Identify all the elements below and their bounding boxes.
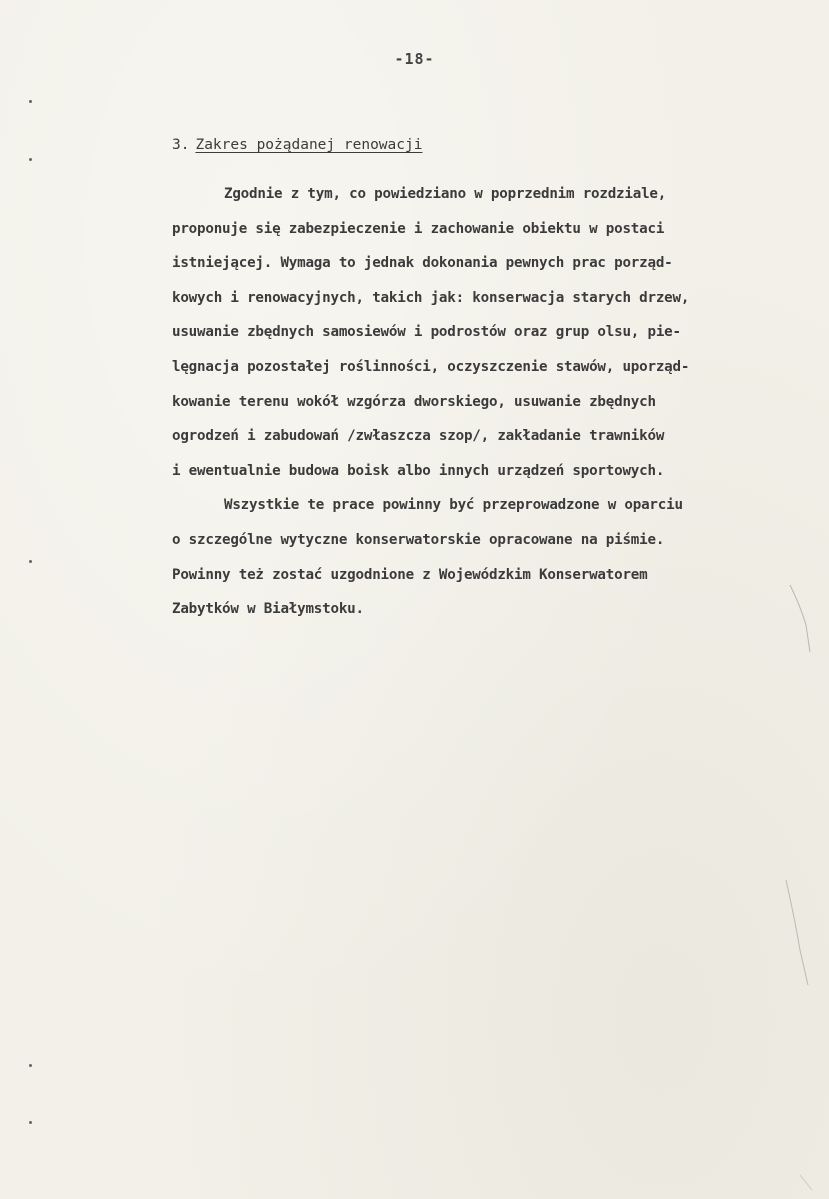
line: ogrodzeń i zabudowań /zwłaszcza szop/, zakładanie trawników [172, 428, 665, 445]
line: Wszystkie te prace powinny być przeprowadzone w oparciu [224, 497, 683, 514]
line: Zabytków w Białymstoku. [172, 601, 364, 618]
margin-speck [29, 1121, 32, 1124]
section-heading [172, 137, 422, 153]
line: Powinny też zostać uzgodnione z Wojewódzkim Konserwatorem [172, 566, 648, 583]
section-title: Zakres pożądanej renowacji [195, 137, 423, 153]
line: Zgodnie z tym, co powiedziano w poprzednim rozdziale, [224, 186, 667, 202]
margin-speck [29, 158, 32, 161]
line: lęgnacja pozostałej roślinności, oczyszczenie stawów, uporząd- [172, 358, 690, 375]
section-number: 3. [172, 137, 190, 153]
line: o szczególne wytyczne konserwatorskie opracowane na piśmie. [172, 531, 665, 548]
line: istniejącej. Wymaga to jednak dokonania pewnych prac porząd- [172, 255, 673, 272]
line: kowanie terenu wokół wzgórza dworskiego, usuwanie zbędnych [172, 393, 656, 410]
line: kowych i renowacyjnych, takich jak: konserwacja starych drzew, [172, 289, 690, 306]
body-text [172, 177, 812, 627]
margin-speck [29, 560, 32, 563]
margin-speck [29, 1064, 32, 1067]
line: i ewentualnie budowa boisk albo innych urządzeń sportowych. [172, 462, 665, 479]
page-number: -18- [394, 50, 435, 68]
line: proponuje się zabezpieczenie i zachowanie obiektu w postaci [172, 220, 665, 237]
margin-speck [29, 100, 32, 103]
line: usuwanie zbędnych samosiewów i podrostów oraz grup olsu, pie- [172, 324, 681, 341]
